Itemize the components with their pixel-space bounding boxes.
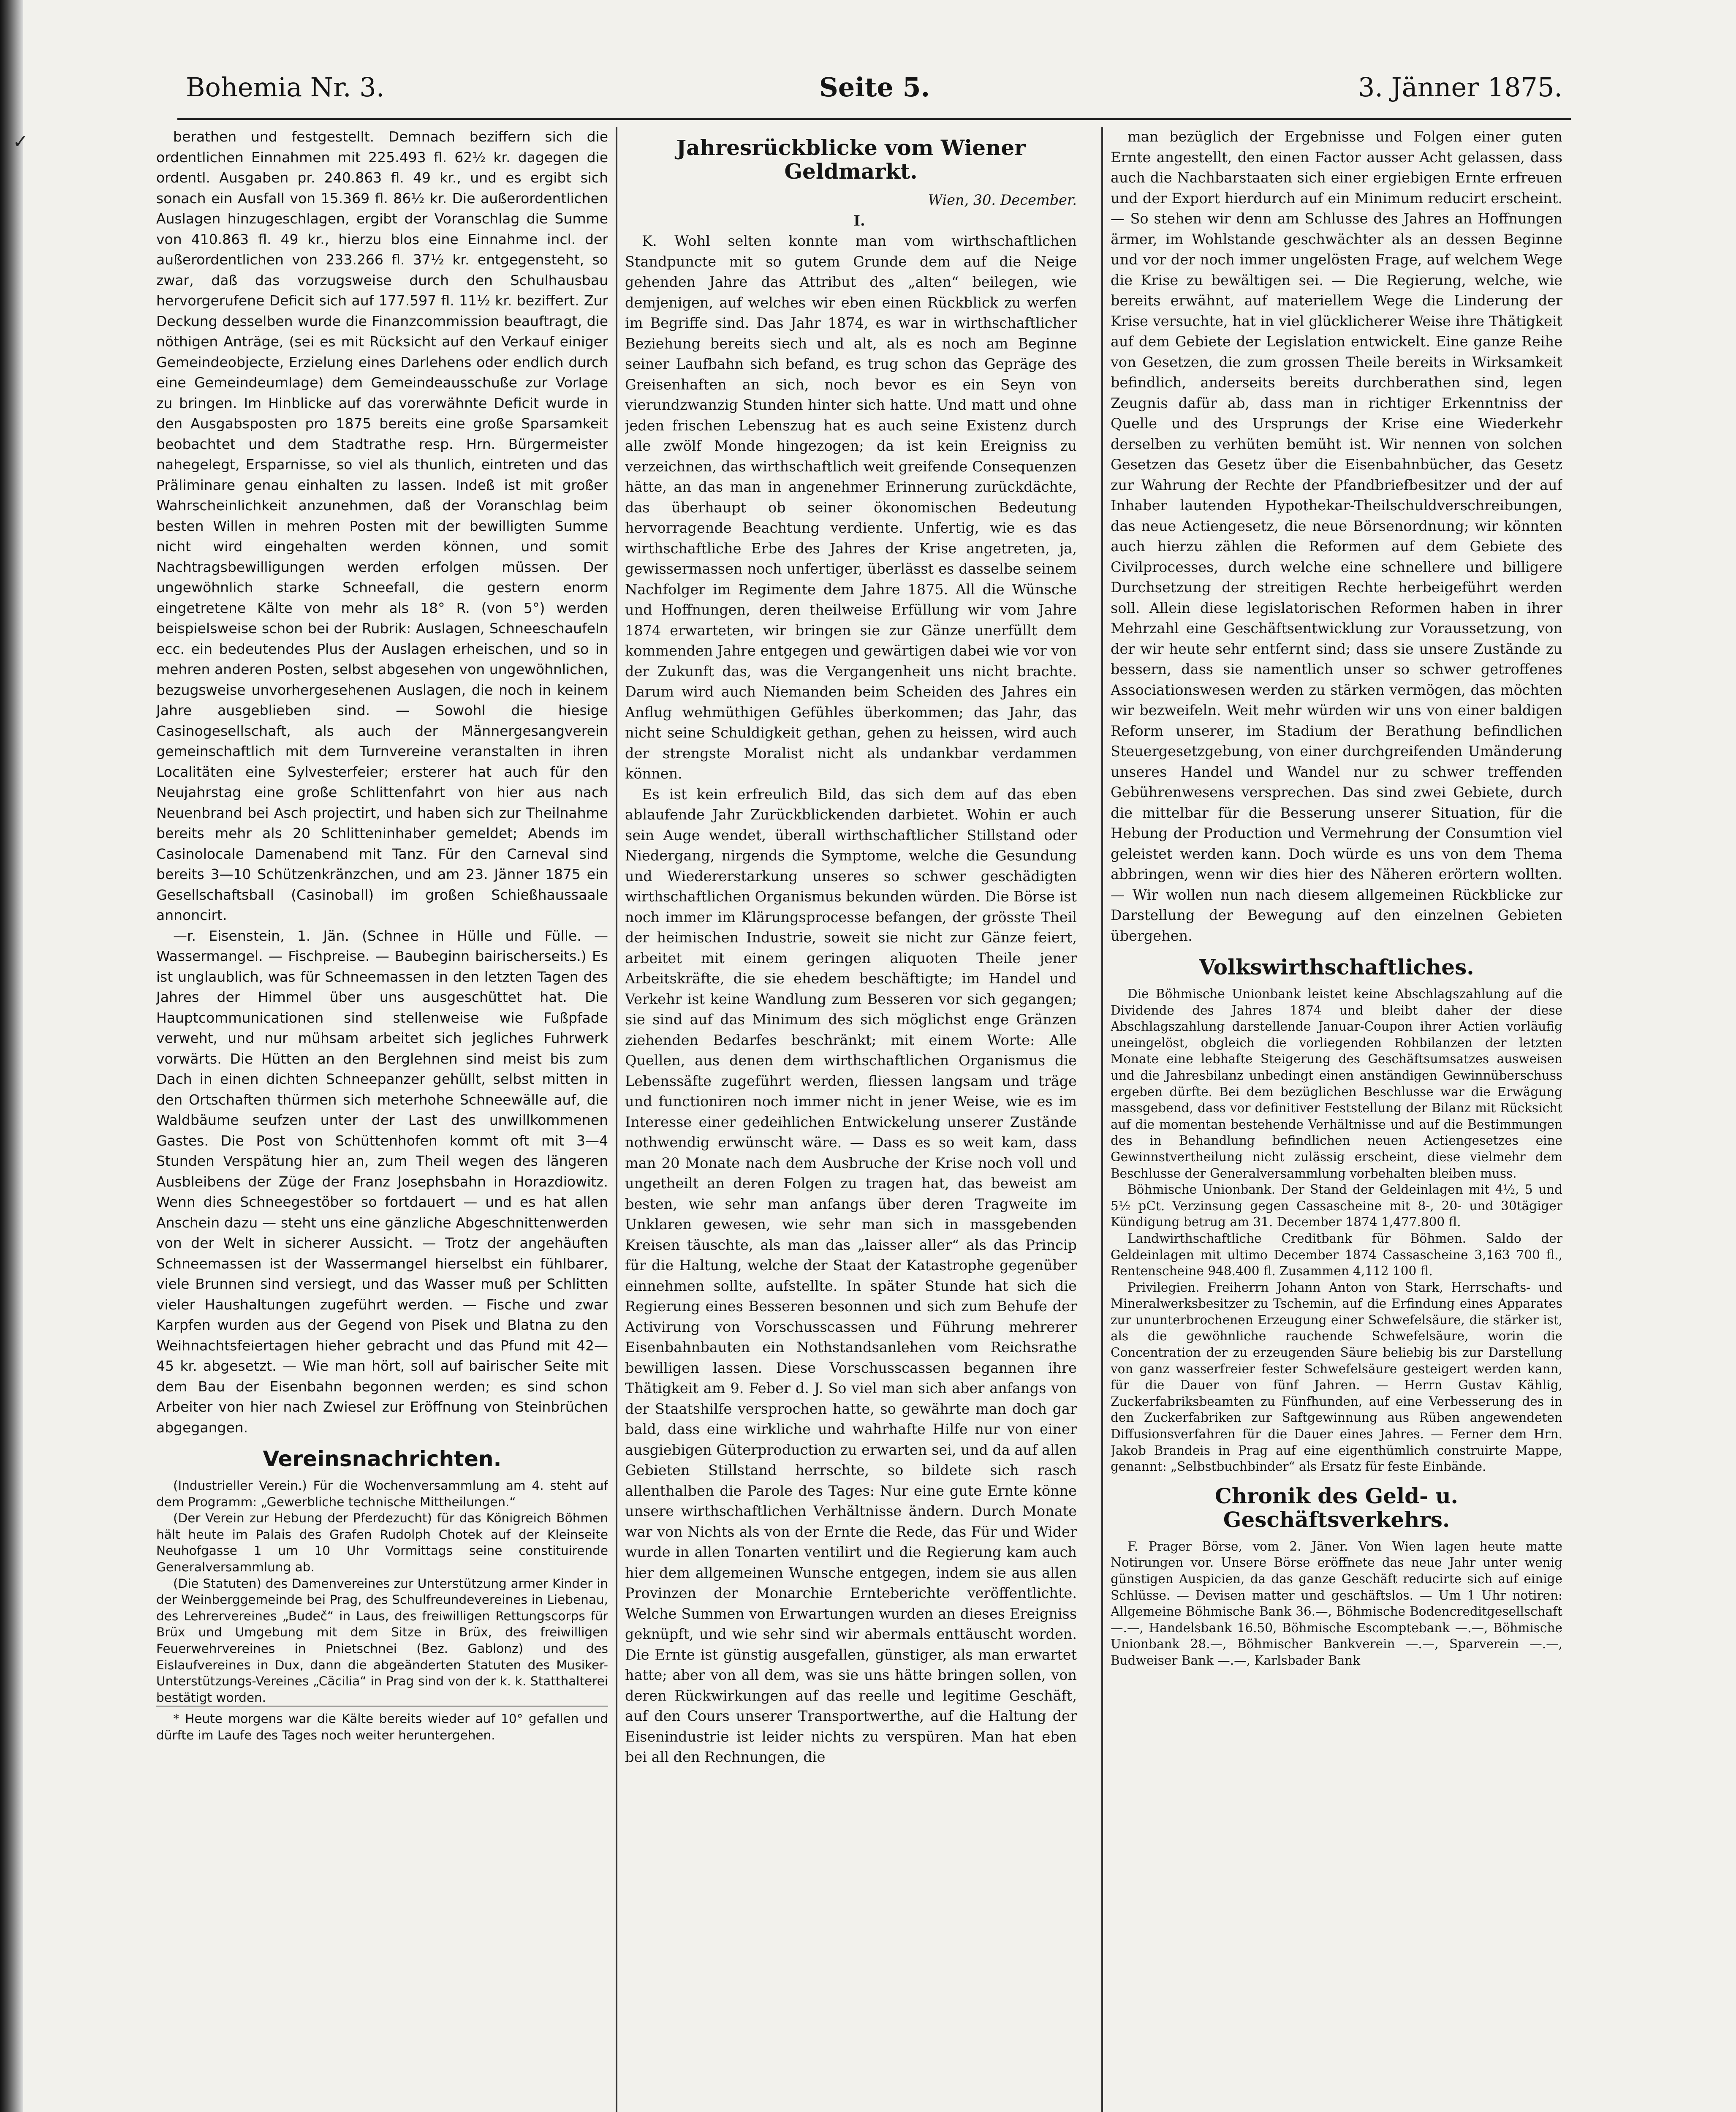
- verein-item: (Der Verein zur Hebung der Pferdezucht) für das Königreich Böhmen hält heute im Palais des Grafen Rudolph Chotek auf der Kleinseite Neuhofgasse 1 um 10 Uhr Vormittags seine constituirende Generalversammlung ab.: [156, 1511, 608, 1574]
- page-header: [177, 63, 1571, 110]
- book-spine-shadow: [0, 0, 23, 2112]
- article-paragraph: man bezüglich der Ergebnisse und Folgen einer guten Ernte angestellt, den einen Factor ausser Acht gelassen, dass auch die Nachbarstaaten sich einer ergiebigen Ernte erfreuen und der Export hierdurch auf ein Minimum reducirt erscheint. — So stehen wir denn am Schlusse des Jahres an Hoffnungen ärmer, im Wohlstande geschwächter als an dessen Beginne und vor der noch immer ungelösten Frage, auf welchem Wege die Krise zu bewältigen sei. — Die Regierung, welche, wie bereits erwähnt, auf materiellem Wege die Linderung der Krise versuchte, hat in viel glücklicherer Weise ihre Thätigkeit auf dem Gebiete der Legislation entwickelt. Eine ganze Reihe von Gesetzen, die zum grossen Theile bereits in Wirksamkeit befindlich, anderseits bereits durchberathen sind, legen Zeugnis dafür ab, dass man in richtiger Erkenntniss der Quelle und des Ursprungs der Krise eine Wiederkehr derselben zu verhüten bemüht ist. Wir nennen von solchen Gesetzen das Gesetz über die Eisenbahnbücher, das Gesetz zur Wahrung der Rechte der Pfandbriefbesitzer und der auf Inhaber lautenden Hypothekar-Theilschuldverschreibungen, das neue Actiengesetz, die neue Börsenordnung; wir könnten auch hierzu zählen die Reformen auf dem Gebiete des Civilprocesses, durch welche eine schnellere und billigere Durchsetzung der streitigen Rechte herbeigeführt werden soll. Allein diese legislatorischen Reformen haben in ihrer Mehrzahl eine Geschäftsentwicklung zur Voraussetzung, von der wir heute sehr entfernt sind; dass sie unsere Zustände zu bessern, dass sie namentlich unser so schwer getroffenes Associationswesen werden zu stärken vermögen, das möchten wir bezweifeln. Weit mehr würden wir uns von einer baldigen Reform unserer, im Stadium der Berathung befindlichen Steuergesetzgebung, von einer durchgreifenden Umänderung unseres Handel und Wandel nur zu schwer treffenden Gebührenwesens versprechen. Das sind zwei Gebiete, durch die mittelbar für die Besserung unserer Situation, für die Hebung der Production und Vermehrung der Consumtion viel geleistet werden kann. Doch würde es uns von dem Thema abbringen, wenn wir dies hier des Näheren erörtern wollten. — Wir wollen nun nach diesem allgemeinen Rückblicke zur Darstellung der Bewegung auf den einzelnen Gebieten übergehen.: [1111, 128, 1562, 944]
- news-item: Die Böhmische Unionbank leistet keine Abschlagszahlung auf die Dividende des Jahres 1874 und bleibt daher der diese Abschlagszahlung darstellende Januar-Coupon ihrer Actien vorläufig uneingelöst, obgleich die vorliegenden Rohbilanzen der letzten Monate eine lebhafte Steigerung des Geschäftsumsatzes ausweisen und die Jahresbilanz unbedingt einen anständigen Gewinnüberschuss ergeben dürfte. Bei dem bezüglichen Beschlusse war die Erwägung massgebend, dass vor definitiver Feststellung der Bilanz mit Rücksicht auf die momentan bestehende Verhältnisse und auf die Bestimmungen des in Behandlung befindlichen neuen Actiengesetzes eine Gewinnstvertheilung nicht zulässig erscheint, diese vielmehr dem Beschlusse der Generalversammlung vorbehalten bleiben muss.: [1111, 987, 1562, 1181]
- article-title: Jahresrückblicke vom Wiener Geldmarkt.: [676, 135, 1026, 184]
- news-item: Privilegien. Freiherrn Johann Anton von Stark, Herrschafts- und Mineralwerksbesitzer zu Tschemin, auf die Erfindung eines Apparates zur ununterbrochenen Erzeugung einer Schwefelsäure, die stärker ist, als die gewöhnliche rauchende Schwefelsäure, worin die Concentration der zu erzeugenden Säure beliebig bis zur Darstellung von ganz wasserfreier fester Schwefelsäure gesteigert werden kann, für die Dauer von fünf Jahren. — Herrn Gustav Kählig, Zuckerfabriksbeamten zu Fünfhunden, auf eine Verbesserung des in den Zuckerfabriken zur Saftgewinnung aus Rüben angewendeten Diffusionsverfahren für die Dauer eines Jahres. — Ferner dem Hrn. Jakob Brandeis in Prag auf eine eigenthümlich construirte Mappe, genannt: „Selbstbuchbinder“ als Ersatz für feste Einbände.: [1111, 1280, 1562, 1474]
- article-paragraph: K. Wohl selten konnte man vom wirthschaftlichen Standpuncte mit so gutem Grunde dem auf die Neige gehenden Jahre das Attribut des „alten“ beilegen, wie demjenigen, auf welches wir eben einen Rückblick zu werfen im Begriffe sind. Das Jahr 1874, es war in wirthschaftlicher Beziehung bereits siech und alt, als es noch am Beginne seiner Laufbahn sich befand, es trug schon das Gepräge des Greisenhaften an sich, noch bevor es ein Seyn von vierundzwanzig Stunden hinter sich hatte. Und matt und ohne jeden frischen Lebenszug hat es auch seine Existenz durch alle zwölf Monde hingezogen; da ist kein Ereigniss zu verzeichnen, das wirthschaftlich weit greifende Consequenzen hätte, an das man in angenehmer Erinnerung zurückdächte, das überhaupt ob seiner ökonomischen Bedeutung hervorragende Beachtung verdiente. Unfertig, wie es das wirthschaftliche Erbe des Jahres der Krise angetreten, ja, gewissermassen noch unfertiger, überlässt es dasselbe seinem Nachfolger im Regimente dem Jahre 1875. All die Wünsche und Hoffnungen, deren theilweise Erfüllung wir vom Jahre 1874 erwarteten, wir bringen sie zur Gänze unerfüllt dem kommenden Jahre entgegen und gewärtigen dabei wie vor von der Zukunft das, was die Vergangenheit uns nicht brachte. Darum wird auch Niemanden beim Scheiden des Jahres ein Anflug wehmüthigen Gefühles überkommen; das Jahr, das nicht seine Schuldigkeit gethan, gehen zu heissen, wird auch der strengste Moralist nicht als undankbar verdammen können.: [625, 233, 1077, 782]
- section-heading-chronik: Chronik des Geld- u. Geschäftsverkehrs.: [1215, 1483, 1458, 1532]
- news-item: Landwirthschaftliche Creditbank für Böhmen. Saldo der Geldeinlagen mit ultimo December 1874 Cassascheine 3,163 700 fl., Rentenscheine 948.400 fl. Zusammen 4,112 100 fl.: [1111, 1231, 1562, 1279]
- footnote: * Heute morgens war die Kälte bereits wieder auf 10° gefallen und dürfte im Laufe des Tages noch weiter heruntergehen.: [156, 1706, 608, 1743]
- column-rule: [1101, 127, 1103, 2112]
- margin-check-mark: ✓: [13, 131, 28, 152]
- issue-date: 3. Jänner 1875.: [1358, 72, 1562, 103]
- dateline: Wien, 30. December.: [928, 192, 1077, 208]
- article-paragraph: Es ist kein erfreulich Bild, das sich dem auf das eben ablaufende Jahr Zurückblickenden darbietet. Wohin er auch sein Auge wendet, überall wirthschaftlicher Stillstand oder Niedergang, nirgends die Symptome, welche die Gesundung und Wiedererstarkung unseres so schwer geschädigten wirthschaftlichen Organismus bekunden würden. Die Börse ist noch immer im Klärungsprocesse befangen, der grösste Theil der heimischen Industrie, soweit sie nicht zur Gänze feiert, arbeitet mit einem geringen aliquoten Theile jener Arbeitskräfte, die sie ehedem beschäftigte; im Handel und Verkehr ist keine Wandlung zum Besseren vor sich gegangen; sie sind auf das Minimum des sich möglichst enge Gränzen ziehenden Bedarfes beschränkt; mit einem Worte: Alle Quellen, aus denen dem wirthschaftlichen Organismus die Lebenssäfte zugeführt werden, fliessen langsam und träge und functioniren noch immer nicht in jener Weise, wie es im Interesse einer gedeihlichen Entwickelung unserer Zustände nothwendig erwünscht wäre. — Dass es so weit kam, dass man 20 Monate nach dem Ausbruche der Krise noch voll und ungetheilt an deren Folgen zu tragen hat, das beweist am besten, wie sehr man anfangs über deren Tragweite im Unklaren gewesen, wie sehr man sich in massgebenden Kreisen täuschte, als man das „laisser aller“ als das Princip für die Haltung, welche der Staat der Katastrophe gegenüber einnehmen sollte, aufstellte. In später Stunde hat sich die Regierung eines Besseren besonnen und sich zum Behufe der Activirung von Vorschusscassen und Führung mehrerer Eisenbahnbauten ein Nothstandsanlehen vom Reichsrathe bewilligen lassen. Diese Vorschusscassen begannen ihre Thätigkeit am 9. Feber d. J. So viel man sich aber anfangs von der Staatshilfe versprochen hatte, so gewährte man doch gar bald, dass eine wirkliche und wahrhafte Hilfe nur von einer ausgiebigen Güterproduction zu erwarten sei, und da auf allen Gebieten Stillstand herrschte, so bildete sich rasch allenthalben die Parole des Tages: Nur eine gute Ernte könne unsere wirthschaftlichen Verhältnisse ändern. Durch Monate war von Nichts als von der Ernte die Rede, das Für und Wider wurde in allen Tonarten ventilirt und die Regierung kam auch hier dem allgemeinen Wunsche entgegen, indem sie aus allen Provinzen der Monarchie Ernteberichte veröffentlichte. Welche Summen von Erwartungen wurden an dieses Ereigniss geknüpft, und wie sehr sind wir abermals enttäuscht worden. Die Ernte ist günstig ausgefallen, günstiger, als man erwartet hatte; aber von all dem, was sie uns hätte bringen sollen, von deren Rückwirkungen auf das reelle und legitime Geschäft, auf den Cours unserer Transportwerthe, auf die Haltung der Eisenindustrie ist leider nichts zu verspüren. Man hat eben bei all den Rechnungen, die: [625, 786, 1077, 1765]
- verein-item: (Industrieller Verein.) Für die Wochenversammlung am 4. steht auf dem Programm: „Gewerbliche technische Mittheilungen.“: [156, 1478, 608, 1509]
- column-right: [1111, 127, 1562, 2112]
- page-number: Seite 5.: [819, 72, 930, 103]
- eisenstein-report: —r. Eisenstein, 1. Jän. (Schnee in Hülle und Fülle. — Wassermangel. — Fischpreise. — Baubeginn bairischerseits.) Es ist unglaublich, was für Schneemassen in den letzten Tagen des Jahres der Himmel über uns ausgeschüttet hat. Die Hauptcommunicationen sind stellenweise wie Fußpfade verweht, und nur mühsam arbeitet sich jegliches Fuhrwerk vorwärts. Die Hütten an den Berglehnen sind meist bis zum Dach in einen dichten Schneepanzer gehüllt, selbst mitten in den Ortschaften thürmen sich meterhohe Schneewälle auf, die Waldbäume seufzen unter der Last des unwillkommenen Gastes. Die Post von Schüttenhofen kommt oft mit 3—4 Stunden Verspätung hier an, zum Theil wegen des längeren Ausbleibens der Züge der Franz Josephsbahn in Horazdiowitz. Wenn dies Schneegestöber so fortdauert — und es hat allen Anschein dazu — steht uns eine gänzliche Abgeschnittenwerden von der Welt in sicherer Aussicht. — Trotz der angehäuften Schneemassen ist der Wassermangel hierselbst ein fühlbarer, viele Brunnen sind versiegt, und das Wasser muß per Schlitten vieler Haushaltungen zugeführt werden. — Fische und zwar Karpfen wurden aus der Gegend von Pisek und Blatna zu den Weihnachtsfeiertagen hieher gebracht und das Pfund mit 42—45 kr. abgesetzt. — Wie man hört, soll auf bairischer Seite mit dem Bau der Eisenbahn begonnen werden; es sind schon Arbeiter von hier nach Zwiesel zur Eröffnung von Steinbrüchen abgegangen.: [156, 927, 608, 1436]
- boerse-report: F. Prager Börse, vom 2. Jäner. Von Wien lagen heute matte Notirungen vor. Unsere Börse eröffnete das neue Jahr unter wenig günstigen Auspicien, da das ganze Geschäft reducirte sich auf einige Schlüsse. — Devisen matter und geschäftslos. — Um 1 Uhr notiren: Allgemeine Böhmische Bank 36.—, Böhmische Bodencreditgesellschaft —.—, Handelsbank 16.50, Böhmische Escomptebank —.—, Böhmische Unionbank 28.—, Böhmischer Bankverein —.—, Sparverein —.—, Budweiser Bank —.—, Karlsbader Bank: [1111, 1539, 1562, 1668]
- column-rule: [616, 127, 617, 2112]
- header-rule: [177, 118, 1571, 120]
- verein-item: (Die Statuten) des Damenvereines zur Unterstützung armer Kinder in der Weinberggemeinde bei Prag, des Schulfreundevereines in Liebenau, des Lehrervereines „Budeč“ in Laus, des freiwilligen Rettungscorps für Brüx und Umgebung mit dem Sitze in Brüx, des freiwilligen Feuerwehrvereines in Pnietschnei (Bez. Gablonz) und des Eislaufvereines in Dux, dann die abgeänderten Statuten des Musiker-Unterstützungs-Vereines „Cäcilia“ in Prag sind von der k. k. Statthalterei bestätigt worden.: [156, 1576, 608, 1705]
- section-heading-vereinsnachrichten: Vereinsnachrichten.: [263, 1447, 502, 1471]
- article-paragraph: berathen und festgestellt. Demnach beziffern sich die ordentlichen Einnahmen mit 225.493 fl. 62½ kr. dagegen die ordentl. Ausgaben pr. 240.863 fl. 49 kr., und es ergibt sich sonach ein Ausfall von 15.369 fl. 86½ kr. Die außerordentlichen Auslagen hinzugeschlagen, ergibt der Voranschlag die Summe von 410.863 fl. 49 kr., hierzu blos eine Einnahme incl. der außerordentlichen von 233.266 fl. 37½ kr. entgegensteht, so zwar, daß das vorzugsweise durch den Schulhausbau hervorgerufene Deficit sich auf 177.597 fl. 11½ kr. beziffert. Zur Deckung desselben wurde die Finanzcommission beauftragt, die nöthigen Anträge, (sei es mit Rücksicht auf den Verkauf einiger Gemeindeobjecte, Erzielung eines Darlehens oder endlich durch eine Gemeindeumlage) dem Gemeindeausschuße zur Vorlage zu bringen. Im Hinblicke auf das vorerwähnte Deficit wurde in den Ausgabsposten pro 1875 bereits eine große Sparsamkeit beobachtet und dem Stadtrathe resp. Hrn. Bürgermeister nahegelegt, Ersparnisse, so viel als thunlich, eintreten und das Präliminare genau einhalten zu lassen. Indeß ist mit großer Wahrscheinlichkeit anzunehmen, daß der Voranschlag beim besten Willen in mehren Posten mit der bewilligten Summe nicht wird eingehalten werden können, und somit Nachtragsbewilligungen werden erfolgen müssen. Der ungewöhnlich starke Schneefall, die gestern enorm eingetretene Kälte von mehr als 18° R. (von 5°) werden beispielsweise schon bei der Rubrik: Auslagen, Schneeschaufeln ecc. ein bedeutendes Plus der Auslagen erheischen, und so in mehren anderen Posten, selbst abgesehen von ungewöhnlichen, bezugsweise unvorhergesehenen Auslagen, die noch in keinem Jahre ausgeblieben sind. — Sowohl die hiesige Casinogesellschaft, als auch der Männergesangverein gemeinschaftlich mit dem Turnvereine veranstalten in ihren Localitäten eine Sylvesterfeier; ersterer hat auch für den Neujahrstag eine große Schlittenfahrt von hier aus nach Neuenbrand bei Asch projectirt, und haben sich zur Theilnahme bereits mehr als 20 Schlitteninhaber gemeldet; Abends im Casinolocale Damenabend mit Tanz. Für den Carneval sind bereits 3—10 Schützenkränzchen, und am 23. Jänner 1875 ein Gesellschaftsball (Casinoball) im großen Schießhaussaale annoncirt.: [156, 128, 608, 923]
- section-heading-volkswirthschaftliches: Volkswirthschaftliches.: [1199, 955, 1474, 980]
- column-middle: [625, 127, 1077, 2112]
- masthead-left: Bohemia Nr. 3.: [186, 72, 385, 103]
- news-item: Böhmische Unionbank. Der Stand der Geldeinlagen mit 4½, 5 und 5½ pCt. Verzinsung gegen Cassascheine mit 8-, 20- und 30tägiger Kündigung betrug am 31. December 1874 1,477.800 fl.: [1111, 1182, 1562, 1230]
- column-left: [156, 127, 608, 2112]
- part-number: I.: [853, 212, 865, 229]
